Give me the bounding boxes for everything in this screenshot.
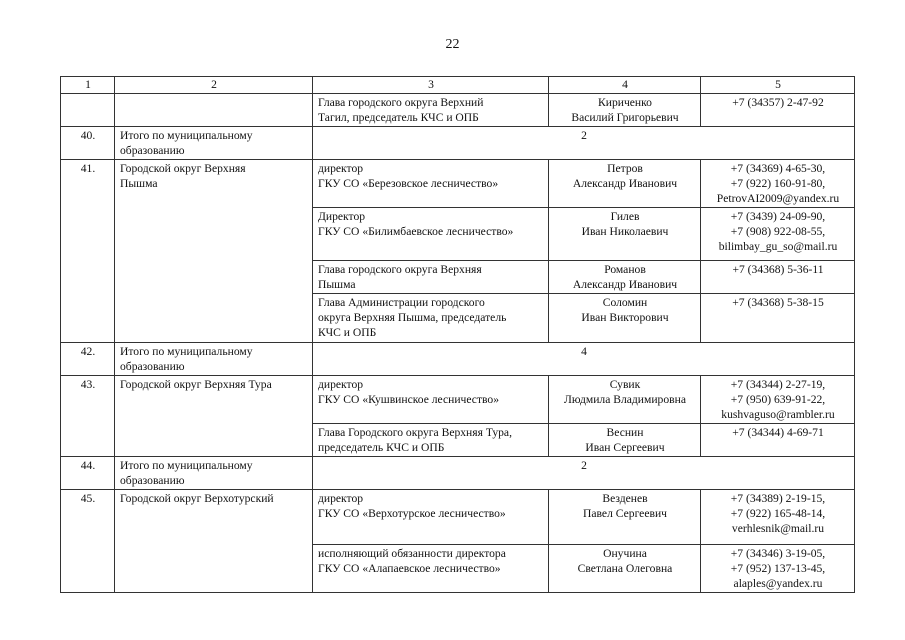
name-cell: Петров Александр Иванович xyxy=(549,160,701,208)
number-cell: 41. xyxy=(61,160,115,343)
municipality-cell xyxy=(115,94,313,127)
name-cell: Веснин Иван Сергеевич xyxy=(549,424,701,457)
municipality-cell: Городской округ Верхняя Тура xyxy=(115,376,313,457)
total-cell: 4 xyxy=(313,343,855,376)
total-row xyxy=(61,457,855,490)
phone-cell: +7 (34368) 5-38-15 xyxy=(701,294,855,343)
table-row xyxy=(61,94,855,127)
column-header-4: 4 xyxy=(549,77,701,94)
phone-cell: +7 (34344) 4-69-71 xyxy=(701,424,855,457)
column-header-2: 2 xyxy=(115,77,313,94)
total-cell: 2 xyxy=(313,457,855,490)
position-cell: Глава городского округа Верхняя Пышма xyxy=(313,261,549,294)
name-cell: Онучина Светлана Олеговна xyxy=(549,545,701,593)
number-cell: 44. xyxy=(61,457,115,490)
total-row xyxy=(61,343,855,376)
municipality-cell: Итого по муниципальному образованию xyxy=(115,343,313,376)
number-cell: 42. xyxy=(61,343,115,376)
name-cell: Сувик Людмила Владимировна xyxy=(549,376,701,424)
phone-cell: +7 (34346) 3-19-05, +7 (952) 137-13-45, alaples@yandex.ru xyxy=(701,545,855,593)
phone-cell: +7 (34357) 2-47-92 xyxy=(701,94,855,127)
column-header-5: 5 xyxy=(701,77,855,94)
position-cell: директор ГКУ СО «Березовское лесничество» xyxy=(313,160,549,208)
column-header-1: 1 xyxy=(61,77,115,94)
number-cell xyxy=(61,94,115,127)
table-row xyxy=(61,160,855,208)
name-cell: Соломин Иван Викторович xyxy=(549,294,701,343)
position-cell: Директор ГКУ СО «Билимбаевское лесничество» xyxy=(313,208,549,261)
phone-cell: +7 (34368) 5-36-11 xyxy=(701,261,855,294)
name-cell: Романов Александр Иванович xyxy=(549,261,701,294)
phone-cell: +7 (34389) 2-19-15, +7 (922) 165-48-14, verhlesnik@mail.ru xyxy=(701,490,855,545)
name-cell: Везденев Павел Сергеевич xyxy=(549,490,701,545)
municipality-cell: Городской округ Верхотурский xyxy=(115,490,313,593)
position-cell: директор ГКУ СО «Кушвинское лесничество» xyxy=(313,376,549,424)
total-cell: 2 xyxy=(313,127,855,160)
table-row xyxy=(61,490,855,545)
name-cell: Гилев Иван Николаевич xyxy=(549,208,701,261)
number-cell: 43. xyxy=(61,376,115,457)
municipality-cell: Итого по муниципальному образованию xyxy=(115,127,313,160)
municipality-cell: Городской округ Верхняя Пышма xyxy=(115,160,313,343)
phone-cell: +7 (3439) 24-09-90, +7 (908) 922-08-55, bilimbay_gu_so@mail.ru xyxy=(701,208,855,261)
position-cell: Глава Администрации городского округа Верхняя Пышма, председатель КЧС и ОПБ xyxy=(313,294,549,343)
municipality-cell: Итого по муниципальному образованию xyxy=(115,457,313,490)
name-cell: Кириченко Василий Григорьевич xyxy=(549,94,701,127)
position-cell: директор ГКУ СО «Верхотурское лесничество» xyxy=(313,490,549,545)
number-cell: 45. xyxy=(61,490,115,593)
contacts-table xyxy=(60,76,855,593)
page-number: 22 xyxy=(445,37,460,52)
phone-cell: +7 (34369) 4-65-30, +7 (922) 160-91-80, PetrovAI2009@yandex.ru xyxy=(701,160,855,208)
position-cell: исполняющий обязанности директора ГКУ СО «Алапаевское лесничество» xyxy=(313,545,549,593)
number-cell: 40. xyxy=(61,127,115,160)
column-header-3: 3 xyxy=(313,77,549,94)
phone-cell: +7 (34344) 2-27-19, +7 (950) 639-91-22, kushvaguso@rambler.ru xyxy=(701,376,855,424)
header-row xyxy=(61,77,855,94)
table-row xyxy=(61,376,855,424)
position-cell: Глава Городского округа Верхняя Тура, председатель КЧС и ОПБ xyxy=(313,424,549,457)
total-row xyxy=(61,127,855,160)
position-cell: Глава городского округа Верхний Тагил, председатель КЧС и ОПБ xyxy=(313,94,549,127)
